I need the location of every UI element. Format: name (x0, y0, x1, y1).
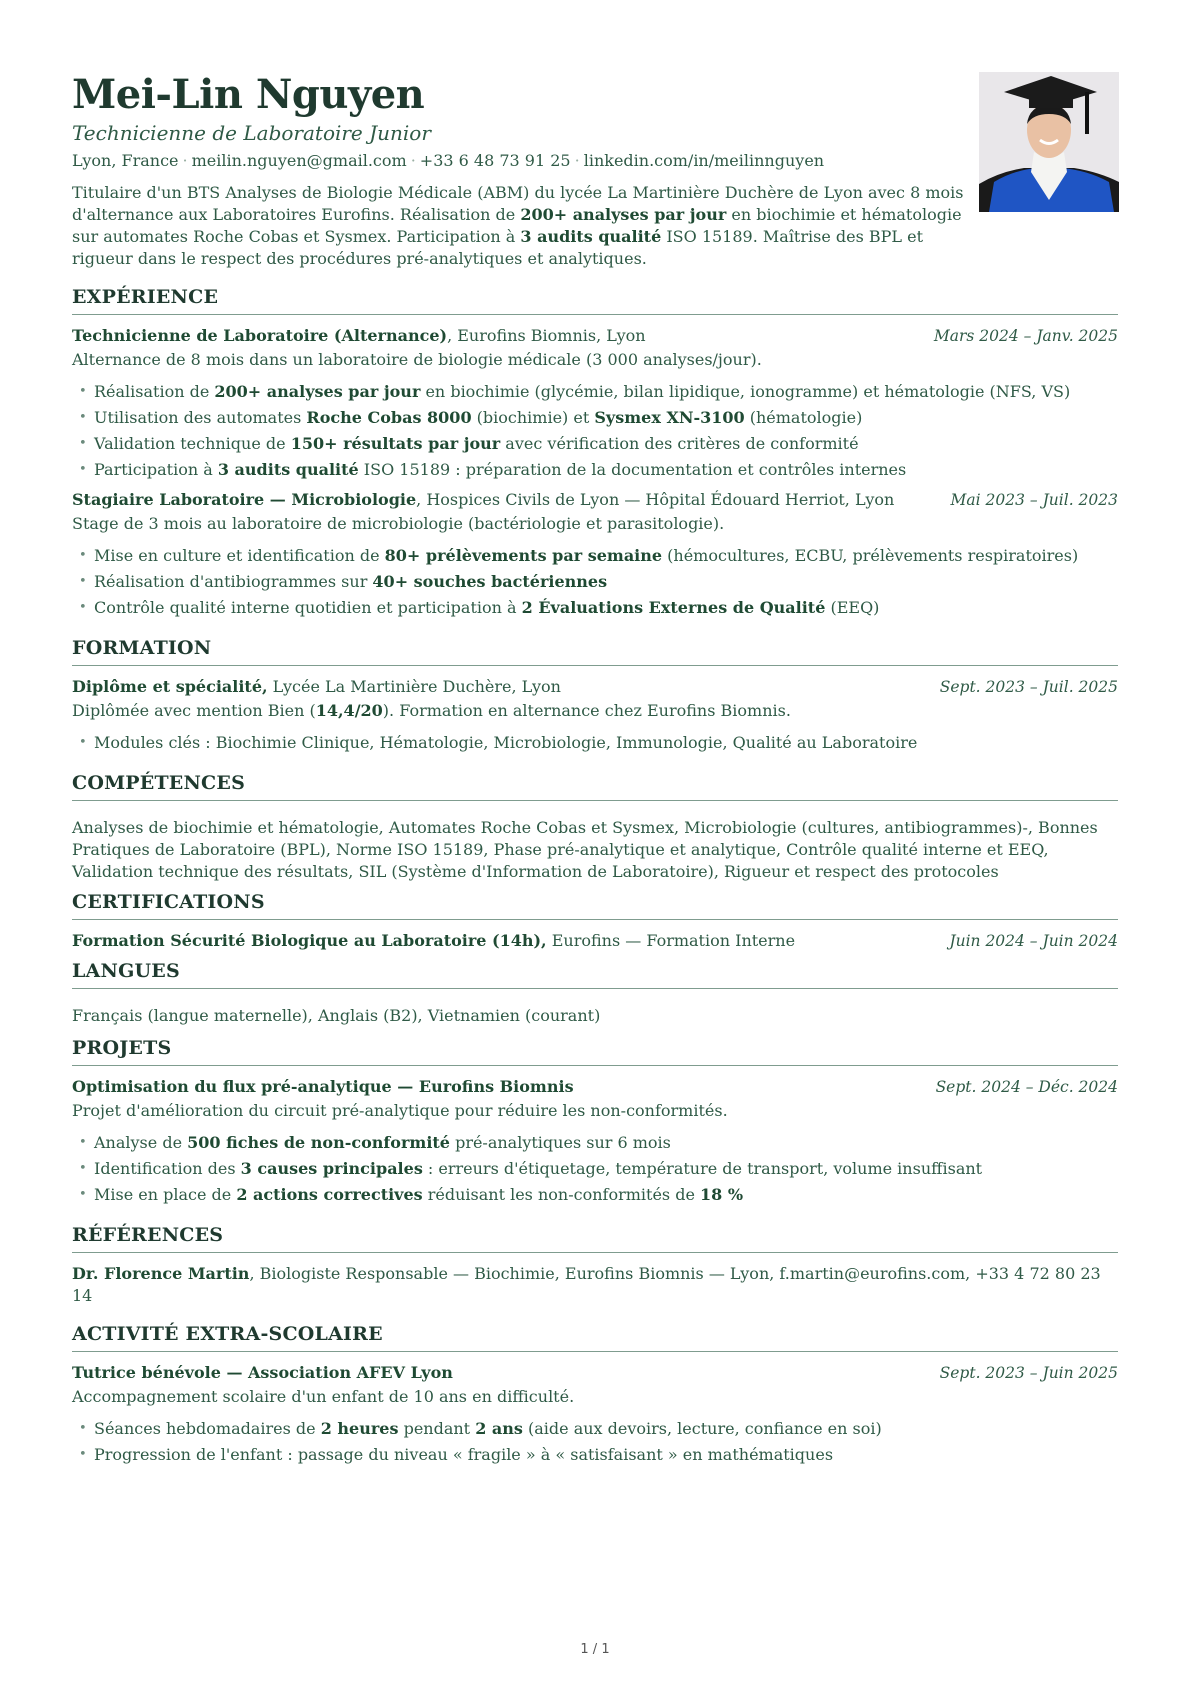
section-projets (72, 1035, 1118, 1208)
separator: · (574, 151, 580, 170)
bullet-list (72, 1416, 1118, 1468)
section-extra (72, 1321, 1118, 1468)
entry (72, 1362, 1118, 1468)
languages-text: Français (langue maternelle), Anglais (B2), Vietnamien (courant) (72, 1006, 601, 1025)
section-formation (72, 635, 1118, 756)
portrait-image (979, 72, 1119, 212)
entry-heading: Tutrice bénévole — Association AFEV Lyon (72, 1363, 453, 1382)
section-experience (72, 284, 1118, 621)
entry-description: Alternance de 8 mois dans un laboratoire de biologie médicale (3 000 analyses/jour). (72, 350, 762, 369)
entry-heading: Technicienne de Laboratoire (Alternance), Eurofins Biomnis, Lyon (72, 326, 646, 345)
entry-heading: Diplôme et spécialité, Lycée La Martinière Duchère, Lyon (72, 677, 561, 696)
entry-date: Sept. 2023 – Juil. 2025 (939, 678, 1118, 696)
bullet-item: • Contrôle qualité interne quotidien et participation à 2 Évaluations Externes de Qualité (EEQ) (94, 595, 1118, 621)
page-number: 1 / 1 (580, 1642, 610, 1657)
section-langues (72, 958, 1118, 1027)
entry-date: Mars 2024 – Janv. 2025 (933, 327, 1118, 345)
bullet-item: • Modules clés : Biochimie Clinique, Hématologie, Microbiologie, Immunologie, Qualité au Laboratoire (94, 730, 1118, 756)
entry (72, 676, 1118, 756)
entry (72, 930, 1118, 952)
entry-heading: Formation Sécurité Biologique au Laboratoire (14h), Eurofins — Formation Interne (72, 931, 796, 950)
bullet-item: • Progression de l'enfant : passage du niveau « fragile » à « satisfaisant » en mathématiques (94, 1442, 1118, 1468)
entry-date: Juin 2024 – Juin 2024 (949, 932, 1118, 950)
bullet-item: • Séances hebdomadaires de 2 heures pendant 2 ans (aide aux devoirs, lecture, confiance en soi) (94, 1416, 1118, 1442)
section-title: ACTIVITÉ EXTRA-SCOLAIRE (72, 1321, 1118, 1352)
entry-description: Stage de 3 mois au laboratoire de microbiologie (bactériologie et parasitologie). (72, 514, 725, 533)
entries (72, 325, 1118, 621)
entry-date: Mai 2023 – Juil. 2023 (950, 491, 1118, 509)
section-title: PROJETS (72, 1035, 1118, 1066)
section-title: CERTIFICATIONS (72, 889, 1118, 920)
skills-text: Analyses de biochimie et hématologie, Automates Roche Cobas et Sysmex, Microbiologie (cultures, antibiogrammes)-, Bonnes Pratiques de Laboratoire (BPL), Norme ISO 15189, Phase pré-analytique et analytique, Contrôle qualité interne et EEQ, Validation technique des résultats, SIL (Système d'Information de Laboratoire), Rigueur et respect des protocoles (72, 818, 1098, 881)
bullet-item: • Mise en culture et identification de 80+ prélèvements par semaine (hémocultures, ECBU, prélèvements respiratoires) (94, 543, 1118, 569)
bullet-item: • Mise en place de 2 actions correctives réduisant les non-conformités de 18 % (94, 1182, 1118, 1208)
bullet-item: • Utilisation des automates Roche Cobas 8000 (biochimie) et Sysmex XN-3100 (hématologie) (94, 405, 1118, 431)
bullet-item: • Réalisation d'antibiogrammes sur 40+ souches bactériennes (94, 569, 1118, 595)
entry-heading: Optimisation du flux pré-analytique — Eurofins Biomnis (72, 1077, 574, 1096)
section-competences (72, 770, 1118, 883)
contact-line (72, 150, 1118, 172)
profile-summary: Titulaire d'un BTS Analyses de Biologie Médicale (ABM) du lycée La Martinière Duchère de Lyon avec 8 mois d'alternance aux Laboratoires Eurofins. Réalisation de 200+ analyses par jour en biochimie et hématologie sur automates Roche Cobas et Sysmex. Participation à 3 audits qualité ISO 15189. Maîtrise des BPL et rigueur dans le respect des procédures pré-analytiques et analytiques. (72, 183, 964, 268)
entries (72, 1362, 1118, 1468)
section-title: EXPÉRIENCE (72, 284, 1118, 315)
candidate-name: Mei-Lin Nguyen (72, 71, 425, 118)
bullet-item: • Réalisation de 200+ analyses par jour en biochimie (glycémie, bilan lipidique, ionogramme) et hématologie (NFS, VS) (94, 379, 1118, 405)
entry-date: Sept. 2023 – Juin 2025 (939, 1364, 1118, 1382)
phone: +33 6 48 73 91 25 (419, 151, 571, 170)
email-link[interactable]: meilin.nguyen@gmail.com (191, 151, 407, 170)
bullet-item: • Participation à 3 audits qualité ISO 15189 : préparation de la documentation et contrôles internes (94, 457, 1118, 483)
entries (72, 930, 1118, 952)
entry-date: Sept. 2024 – Déc. 2024 (935, 1078, 1118, 1096)
section-title: LANGUES (72, 958, 1118, 989)
entries (72, 1076, 1118, 1208)
section-references (72, 1222, 1118, 1307)
resume-page (72, 72, 1118, 1474)
entry-description: Diplômée avec mention Bien (14,4/20). Formation en alternance chez Eurofins Biomnis. (72, 701, 791, 720)
bullet-item: • Identification des 3 causes principales : erreurs d'étiquetage, température de transport, volume insuffisant (94, 1156, 1118, 1182)
reference-details: , Biologiste Responsable — Biochimie, Eurofins Biomnis — Lyon, f.martin@eurofins.com, +33 4 72 80 23 14 (72, 1264, 1101, 1305)
reference-text (72, 1263, 1118, 1307)
bullet-list (72, 730, 1118, 756)
entry (72, 1076, 1118, 1208)
job-title: Technicienne de Laboratoire Junior (72, 121, 431, 145)
bullet-item: • Validation technique de 150+ résultats par jour avec vérification des critères de conformité (94, 431, 1118, 457)
reference-name: Dr. Florence Martin (72, 1264, 250, 1283)
location: Lyon, France (72, 151, 179, 170)
bullet-item: • Analyse de 500 fiches de non-conformité pré-analytiques sur 6 mois (94, 1130, 1118, 1156)
section-certifications (72, 889, 1118, 952)
linkedin-link[interactable]: linkedin.com/in/meilinnguyen (583, 151, 825, 170)
entry-heading: Stagiaire Laboratoire — Microbiologie, Hospices Civils de Lyon — Hôpital Édouard Herriot, Lyon (72, 490, 895, 509)
separator: · (410, 151, 416, 170)
entry-description: Accompagnement scolaire d'un enfant de 10 ans en difficulté. (72, 1387, 575, 1406)
entries (72, 676, 1118, 756)
separator: · (182, 151, 188, 170)
entry (72, 325, 1118, 483)
bullet-list (72, 379, 1118, 483)
bullet-list (72, 543, 1118, 621)
section-title: COMPÉTENCES (72, 770, 1118, 801)
section-title: RÉFÉRENCES (72, 1222, 1118, 1253)
bullet-list (72, 1130, 1118, 1208)
entry (72, 489, 1118, 621)
entry-description: Projet d'amélioration du circuit pré-analytique pour réduire les non-conformités. (72, 1101, 728, 1120)
section-title: FORMATION (72, 635, 1118, 666)
profile-photo (979, 72, 1119, 212)
